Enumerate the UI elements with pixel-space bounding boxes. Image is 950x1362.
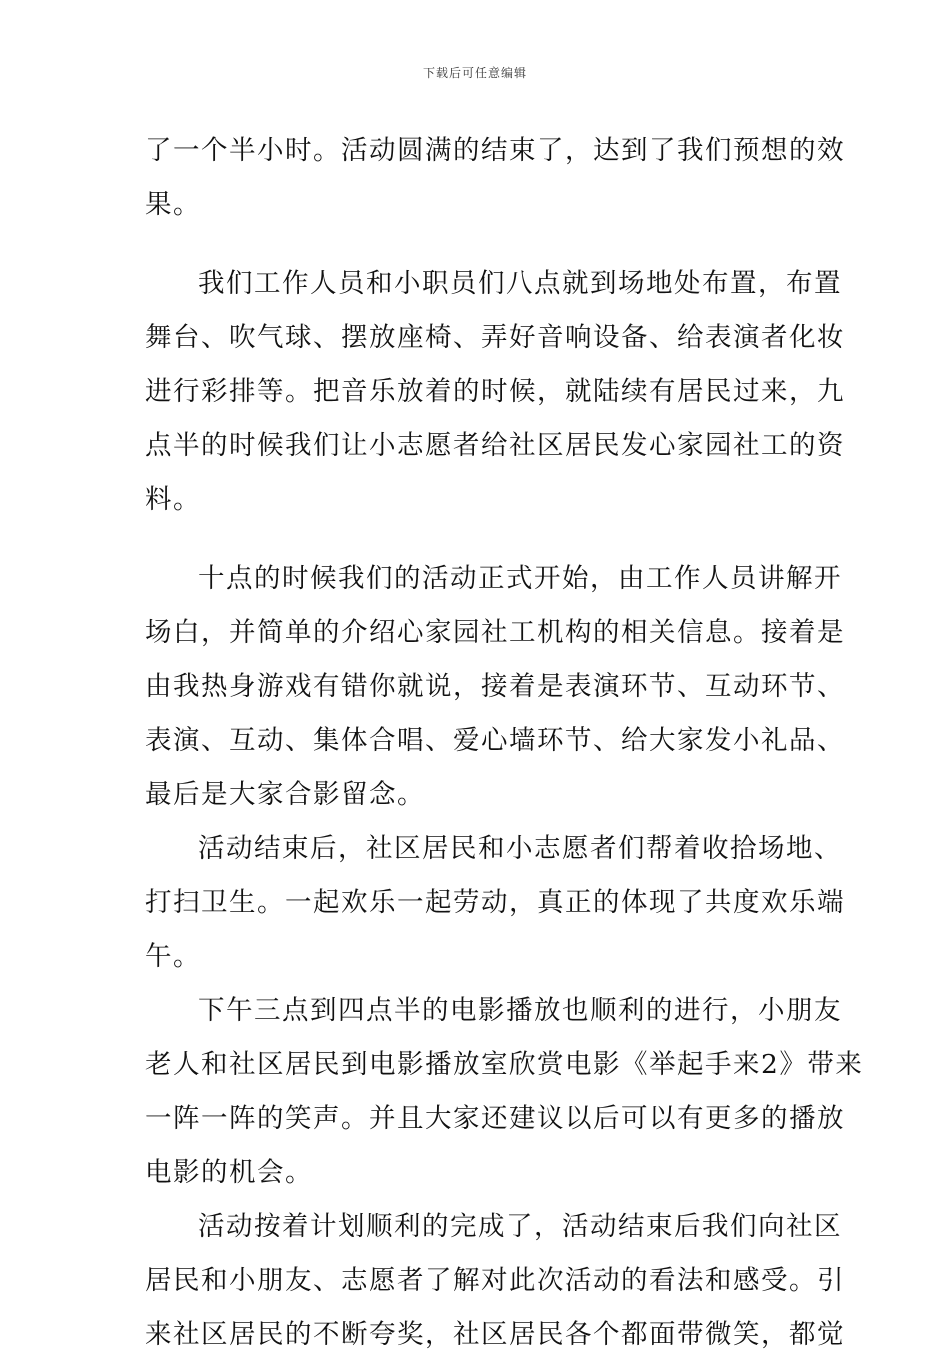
document-body bbox=[145, 124, 864, 1362]
text-line: 由我热身游戏有错你就说，接着是表演环节、互动环节、 bbox=[145, 671, 845, 702]
paragraph bbox=[145, 257, 845, 527]
page-header: 下载后可任意编辑 bbox=[422, 66, 527, 80]
text-line: 表演、互动、集体合唱、爱心墙环节、给大家发小礼品、 bbox=[145, 725, 845, 756]
text-line: 活动结束后，社区居民和小志愿者们帮着收拾场地、 bbox=[198, 833, 842, 864]
text-line: 电影的机会。 bbox=[145, 1157, 313, 1188]
text-line: 下午三点到四点半的电影播放也顺利的进行，小朋友 bbox=[198, 995, 842, 1026]
paragraph bbox=[145, 552, 845, 822]
text-line: 一阵一阵的笑声。并且大家还建议以后可以有更多的播放 bbox=[145, 1103, 845, 1134]
text-line: 打扫卫生。一起欢乐一起劳动，真正的体现了共度欢乐端 bbox=[145, 887, 845, 918]
paragraph bbox=[145, 984, 864, 1200]
text-line: 居民和小朋友、志愿者了解对此次活动的看法和感受。引 bbox=[145, 1265, 845, 1296]
text-line: 我们工作人员和小职员们八点就到场地处布置，布置 bbox=[198, 268, 842, 299]
text-line: 料。 bbox=[145, 484, 201, 515]
text-line: 场白，并简单的介绍心家园社工机构的相关信息。接着是 bbox=[145, 617, 845, 648]
text-line: 来社区居民的不断夸奖，社区居民各个都面带微笑，都觉 bbox=[145, 1319, 845, 1350]
text-line: 十点的时候我们的活动正式开始，由工作人员讲解开 bbox=[198, 563, 842, 594]
text-line: 进行彩排等。把音乐放着的时候，就陆续有居民过来，九 bbox=[145, 376, 845, 407]
paragraph bbox=[145, 822, 845, 984]
text-line: 午。 bbox=[145, 941, 201, 972]
paragraph bbox=[145, 1200, 845, 1362]
paragraph bbox=[145, 124, 845, 232]
text-line: 活动按着计划顺利的完成了，活动结束后我们向社区 bbox=[198, 1211, 842, 1242]
text-line: 果。 bbox=[145, 189, 201, 220]
text-line: 舞台、吹气球、摆放座椅、弄好音响设备、给表演者化妆 bbox=[145, 322, 845, 353]
text-line: 最后是大家合影留念。 bbox=[145, 779, 425, 810]
text-line: 了一个半小时。活动圆满的结束了，达到了我们预想的效 bbox=[145, 135, 845, 166]
text-line: 点半的时候我们让小志愿者给社区居民发心家园社工的资 bbox=[145, 430, 845, 461]
text-line: 老人和社区居民到电影播放室欣赏电影《举起手来2》带来 bbox=[145, 1049, 864, 1080]
